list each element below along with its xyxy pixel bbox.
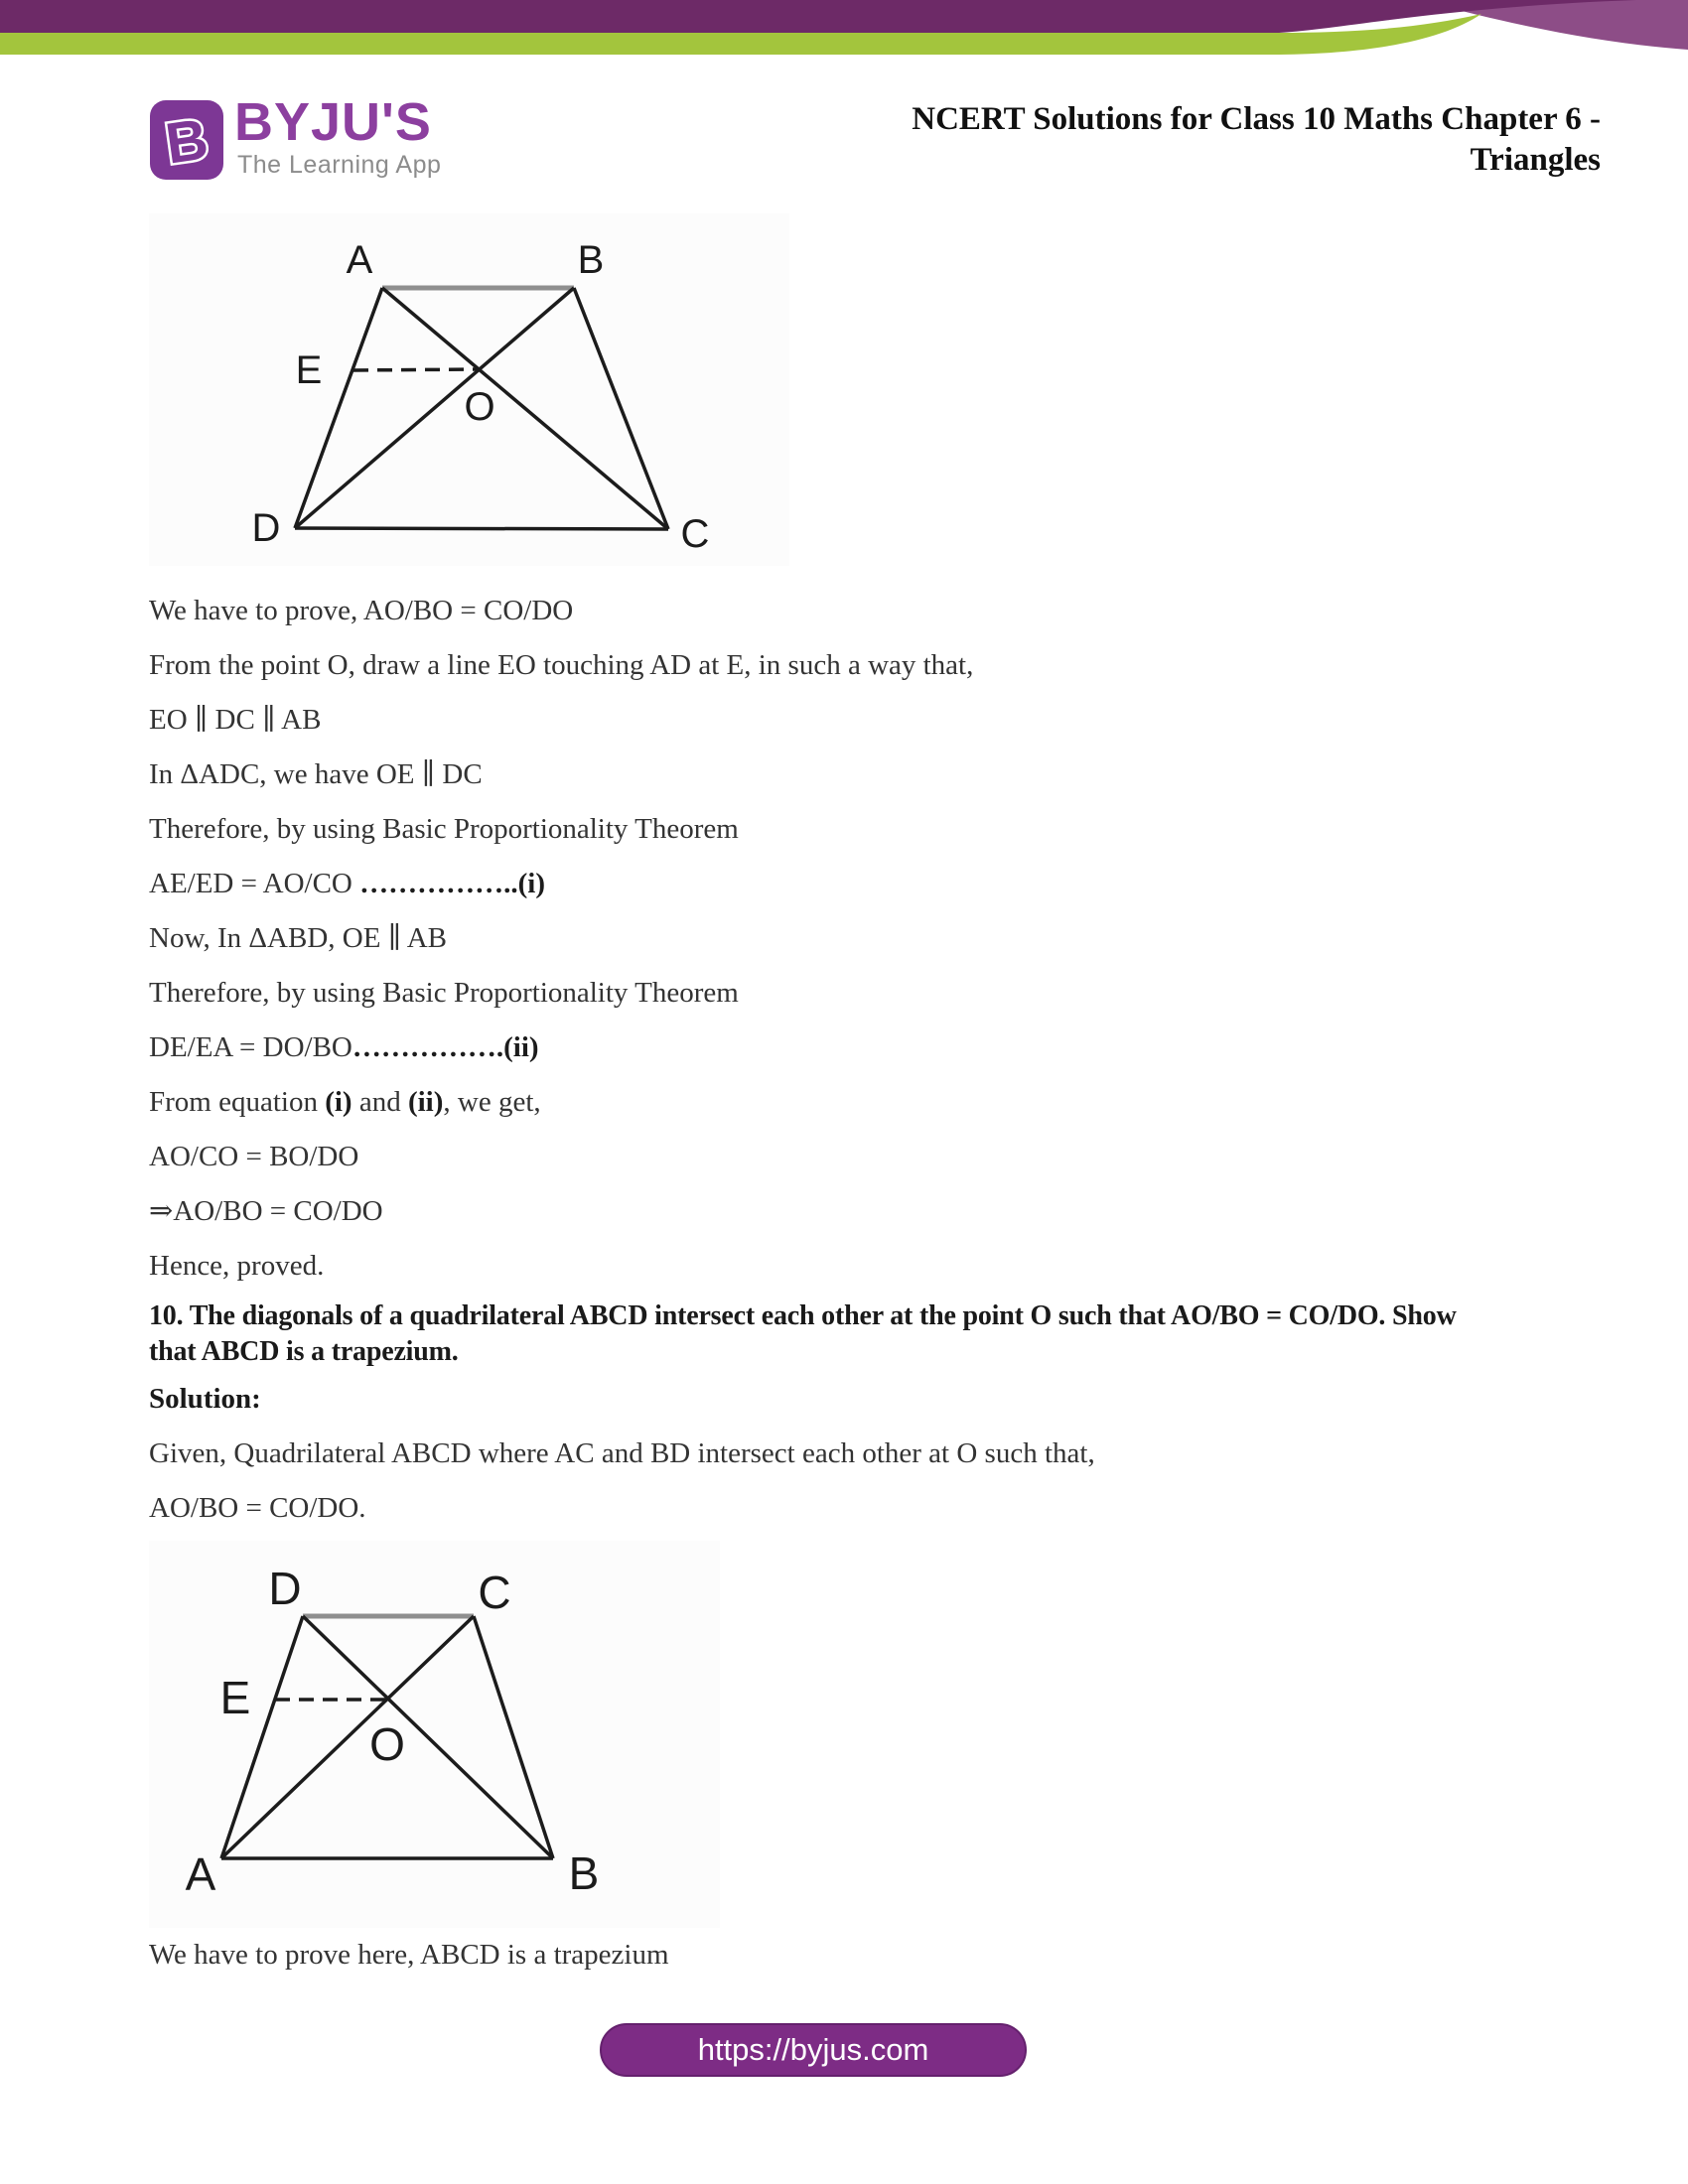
fig1-label-C: C <box>680 512 710 556</box>
fig2-edge-DA <box>221 1616 303 1858</box>
after-figure-line: We have to prove here, ABCD is a trapezium <box>149 1939 669 1971</box>
fig1-edge-BC <box>574 288 668 529</box>
fig1-label-B: B <box>577 238 605 282</box>
fig2-label-O: O <box>369 1718 405 1770</box>
fig1-label-O: O <box>464 385 495 429</box>
fig2-label-B: B <box>568 1847 600 1899</box>
text-line: EO ∥ DC ∥ AB <box>149 704 322 736</box>
page-title-line1: NCERT Solutions for Class 10 Maths Chapter 6 - <box>912 101 1601 137</box>
text-line: Given, Quadrilateral ABCD where AC and BD intersect each other at O such that, <box>149 1437 1095 1469</box>
text-line: From equation (i) and (ii), we get, <box>149 1086 541 1118</box>
brand-wordmark: BYJU'S <box>234 92 432 152</box>
fig1-edge-DC <box>295 528 668 529</box>
text-line: Hence, proved. <box>149 1250 325 1282</box>
fig2-diagonal-AC <box>221 1616 474 1858</box>
fig2-label-E: E <box>219 1672 251 1723</box>
brand-tagline: The Learning App <box>237 151 442 179</box>
text-line: AE/ED = AO/CO ……………..(i) <box>149 868 545 899</box>
text-line: Therefore, by using Basic Proportionality Theorem <box>149 977 739 1009</box>
text-line: Solution: <box>149 1383 261 1415</box>
text-line: Therefore, by using Basic Proportionality Theorem <box>149 813 739 845</box>
text-line: ⇒AO/BO = CO/DO <box>149 1195 383 1227</box>
text-line: DE/EA = DO/BO…………….(ii) <box>149 1031 539 1063</box>
page-title <box>912 99 1601 181</box>
header-wave-band <box>0 0 1688 60</box>
fig2-label-C: C <box>478 1567 511 1618</box>
text-line: In ΔADC, we have OE ∥ DC <box>149 758 483 790</box>
fig2-label-A: A <box>185 1848 216 1900</box>
text-line: AO/CO = BO/DO <box>149 1141 359 1172</box>
brand-badge-icon <box>149 99 224 181</box>
brand-logo <box>149 92 487 187</box>
fig1-diagonal-AC <box>382 288 668 529</box>
header-wave-dark-purple <box>0 0 1636 33</box>
figure-trapezium-2 <box>149 1541 720 1928</box>
footer-link[interactable] <box>600 2023 1027 2077</box>
proof-text <box>149 594 1638 1546</box>
footer-link-label: https://byjus.com <box>697 2032 929 2067</box>
text-line: Now, In ΔABD, OE ∥ AB <box>149 922 448 954</box>
fig1-label-E: E <box>295 348 323 392</box>
fig2-diagonal-DB <box>303 1616 553 1858</box>
text-line: that ABCD is a trapezium. <box>149 1336 459 1367</box>
page-title-line2: Triangles <box>1470 142 1601 178</box>
fig1-dashed-EO <box>353 369 480 370</box>
text-line: From the point O, draw a line EO touching AD at E, in such a way that, <box>149 649 974 681</box>
text-line: AO/BO = CO/DO. <box>149 1492 366 1524</box>
fig1-label-A: A <box>346 238 373 282</box>
text-line: 10. The diagonals of a quadrilateral ABCD intersect each other at the point O such that AO/BO = CO/DO. Show <box>149 1300 1457 1331</box>
fig1-label-D: D <box>251 506 281 550</box>
fig2-label-D: D <box>268 1563 302 1614</box>
text-line: We have to prove, AO/BO = CO/DO <box>149 595 574 626</box>
figure-trapezium-1 <box>149 213 789 566</box>
brand-badge-letter: B <box>161 106 212 177</box>
